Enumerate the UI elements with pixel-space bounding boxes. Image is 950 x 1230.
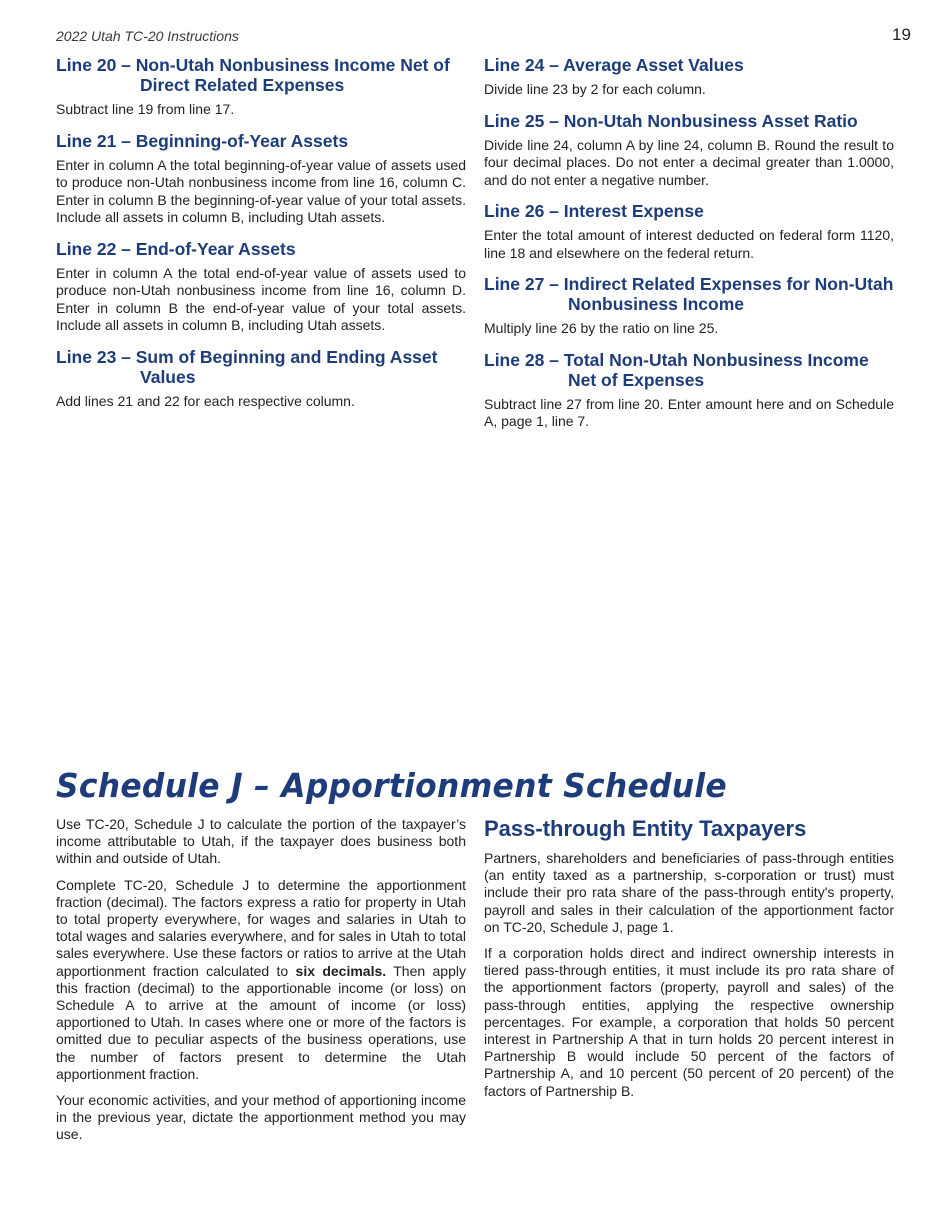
section-line-26 [484, 201, 894, 262]
section-heading: Line 23 – Sum of Beginning and Ending Asset Values [56, 346, 438, 387]
schedule-j-paragraph-1: Use TC-20, Schedule J to calculate the portion of the taxpayer’s income attributable to Utah, if the taxpayer does business both within and outside of Utah. [56, 816, 466, 867]
pass-through-column [484, 816, 894, 1109]
section-line-22 [56, 239, 466, 335]
section-line-24 [484, 55, 894, 99]
section-body: Enter the total amount of interest deducted on federal form 1120, line 18 and elsewhere on the federal return. [484, 227, 894, 261]
right-column [484, 55, 894, 443]
section-line-25 [484, 111, 894, 190]
page-number: 19 [892, 25, 911, 44]
section-heading: Line 28 – Total Non-Utah Nonbusiness Income Net of Expenses [484, 349, 869, 390]
section-heading: Line 21 – Beginning-of-Year Assets [56, 130, 349, 151]
paragraph-text: Then apply this fraction (decimal) to the apportionable income (or loss) on Schedule A to arrive at the amount of income (or loss) apportioned to Utah. In cases where one or more of the factors is omitted due to peculiar aspects of the business operations, use the number of factors present to determine the Utah apportionment fraction. [56, 962, 466, 1082]
section-line-28 [484, 350, 894, 431]
section-heading: Line 24 – Average Asset Values [484, 55, 744, 75]
section-heading: Line 26 – Interest Expense [484, 201, 704, 221]
section-line-23 [56, 347, 466, 411]
section-body: Multiply line 26 by the ratio on line 25. [484, 320, 719, 336]
section-body: Enter in column A the total beginning-of-year value of assets used to produce non-Utah nonbusiness income from line 16, column C. Enter in column B the beginning-of-year value of your total assets. Include all assets in column B, including Utah assets. [56, 156, 466, 225]
section-line-27 [484, 274, 894, 338]
section-line-20 [56, 55, 466, 119]
section-body: Add lines 21 and 22 for each respective column. [56, 392, 355, 409]
pass-through-paragraph-1: Partners, shareholders and beneficiaries of pass-through entities (an entity taxed as a partnership, s-corporation or trust) must include their pro rata share of the pass-through entity's property, payroll and sales in their calculation of the apportionment factor on TC-20, Schedule J, page 1. [484, 850, 894, 935]
section-body: Subtract line 27 from line 20. Enter amount here and on Schedule A, page 1, line 7. [484, 395, 894, 429]
schedule-j-paragraph-2 [56, 877, 466, 1083]
section-heading: Line 25 – Non-Utah Nonbusiness Asset Ratio [484, 110, 858, 131]
section-body: Subtract line 19 from line 17. [56, 101, 235, 117]
document-header: 2022 Utah TC-20 Instructions [56, 28, 239, 44]
section-heading: Line 22 – End-of-Year Assets [56, 238, 296, 259]
section-body: Divide line 24, column A by line 24, column B. Round the result to four decimal places. Do not enter a decimal greater than 1.0000, and do not enter a negative number. [484, 136, 894, 188]
pass-through-heading: Pass-through Entity Taxpayers [484, 816, 807, 841]
paragraph-text: Complete TC-20, Schedule J to determine the apportionment fraction (decimal). The factors express a ratio for property in Utah to total property everywhere, for wages and salaries in Utah to total wages and salaries everywhere, and for sales in Utah to total sales everywhere. Use these factors or ratios to arrive at the Utah apportionment fraction calculated to [56, 876, 466, 979]
schedule-j-left-column [56, 816, 466, 1153]
section-heading: Line 27 – Indirect Related Expenses for Non-Utah Nonbusiness Income [484, 274, 894, 314]
pass-through-paragraph-2: If a corporation holds direct and indirect ownership interests in tiered pass-through entities, it must include its pro rata share of the apportionment factors (property, payroll and sales) of the pass-through entities, applying the respective ownership percentages. For example, a corporation that holds 50 percent interest in Partnership A that in turn holds 20 percent interest in Partnership B would include 50 percent of the factors of Partnership A, and 10 percent (50 percent of 20 percent) of the factors of Partnership B. [484, 945, 894, 1099]
schedule-j-title: Schedule J – Apportionment Schedule [56, 766, 727, 805]
section-line-21 [56, 131, 466, 227]
section-body: Enter in column A the total end-of-year value of assets used to produce non-Utah nonbusiness income from line 16, column D. Enter in column B the end-of-year value of your total assets. Include all assets in column B, including Utah assets. [56, 264, 466, 333]
bold-emphasis: six decimals. [295, 962, 387, 979]
schedule-j-paragraph-3: Your economic activities, and your method of apportioning income in the previous year, dictate the apportionment method you may use. [56, 1092, 466, 1143]
left-column [56, 55, 466, 422]
section-body: Divide line 23 by 2 for each column. [484, 81, 706, 97]
section-heading: Line 20 – Non-Utah Nonbusiness Income Net of Direct Related Expenses [56, 55, 450, 95]
